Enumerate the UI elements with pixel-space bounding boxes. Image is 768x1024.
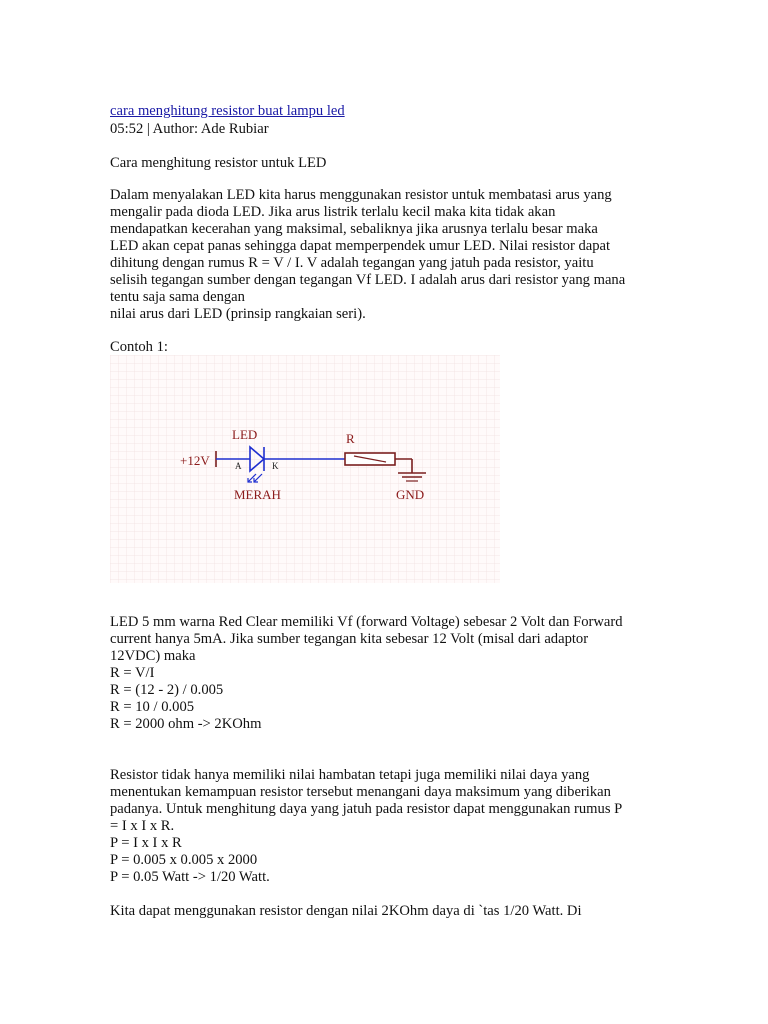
formula-line: R = V/I bbox=[110, 665, 155, 681]
led-label: LED bbox=[232, 427, 258, 442]
power-line: menentukan kemampuan resistor tersebut menangani daya maksimum yang diberikan bbox=[110, 784, 611, 800]
circuit-svg bbox=[110, 355, 500, 583]
led-color-label: MERAH bbox=[234, 487, 281, 502]
example-line: 12VDC) maka bbox=[110, 648, 196, 664]
example-line: current hanya 5mA. Jika sumber tegangan kita sebesar 12 Volt (misal dari adaptor bbox=[110, 631, 589, 647]
intro-line: mengalir pada dioda LED. Jika arus listrik terlalu kecil maka kita tidak akan bbox=[110, 204, 556, 220]
circuit-diagram bbox=[110, 355, 500, 583]
example-label: Contoh 1: bbox=[110, 339, 168, 355]
article-title-link[interactable]: cara menghitung resistor buat lampu led bbox=[110, 103, 345, 119]
resistor-label: R bbox=[346, 431, 355, 446]
intro-line: LED akan cepat panas sehingga dapat memperpendek umur LED. Nilai resistor dapat bbox=[110, 238, 611, 254]
formula-line: P = 0.005 x 0.005 x 2000 bbox=[110, 852, 258, 868]
diagram-grid bbox=[110, 355, 500, 583]
formula-line: R = 10 / 0.005 bbox=[110, 699, 195, 715]
anode-label: A bbox=[235, 461, 242, 471]
supply-label: +12V bbox=[180, 453, 210, 468]
intro-line: tentu saja sama dengan bbox=[110, 289, 245, 305]
intro-line: selisih tegangan sumber dengan tegangan Vf LED. I adalah arus dari resistor yang mana bbox=[110, 272, 626, 288]
formula-line: P = I x I x R bbox=[110, 835, 182, 851]
intro-line: Dalam menyalakan LED kita harus menggunakan resistor untuk membatasi arus yang bbox=[110, 187, 612, 203]
intro-line: dihitung dengan rumus R = V / I. V adalah tegangan yang jatuh pada resistor, yaitu bbox=[110, 255, 594, 271]
formula-line: R = (12 - 2) / 0.005 bbox=[110, 682, 224, 698]
formula-line: R = 2000 ohm -> 2KOhm bbox=[110, 716, 262, 732]
ground-label: GND bbox=[396, 487, 425, 502]
intro-line: nilai arus dari LED (prinsip rangkaian seri). bbox=[110, 306, 366, 322]
article-meta: 05:52 | Author: Ade Rubiar bbox=[110, 121, 269, 137]
closing-line: Kita dapat menggunakan resistor dengan nilai 2KOhm daya di `tas 1/20 Watt. Di bbox=[110, 903, 582, 919]
cathode-label: K bbox=[272, 461, 279, 471]
article bbox=[110, 0, 670, 1024]
power-line: padanya. Untuk menghitung daya yang jatuh pada resistor dapat menggunakan rumus P bbox=[110, 801, 623, 817]
example-line: LED 5 mm warna Red Clear memiliki Vf (forward Voltage) sebesar 2 Volt dan Forward bbox=[110, 614, 623, 630]
article-heading: Cara menghitung resistor untuk LED bbox=[110, 155, 327, 171]
formula-line: P = 0.05 Watt -> 1/20 Watt. bbox=[110, 869, 270, 885]
intro-line: mendapatkan kecerahan yang maksimal, sebaliknya jika arusnya terlalu besar maka bbox=[110, 221, 598, 237]
power-line: Resistor tidak hanya memiliki nilai hambatan tetapi juga memiliki nilai daya yang bbox=[110, 767, 590, 783]
power-line: = I x I x R. bbox=[110, 818, 175, 834]
